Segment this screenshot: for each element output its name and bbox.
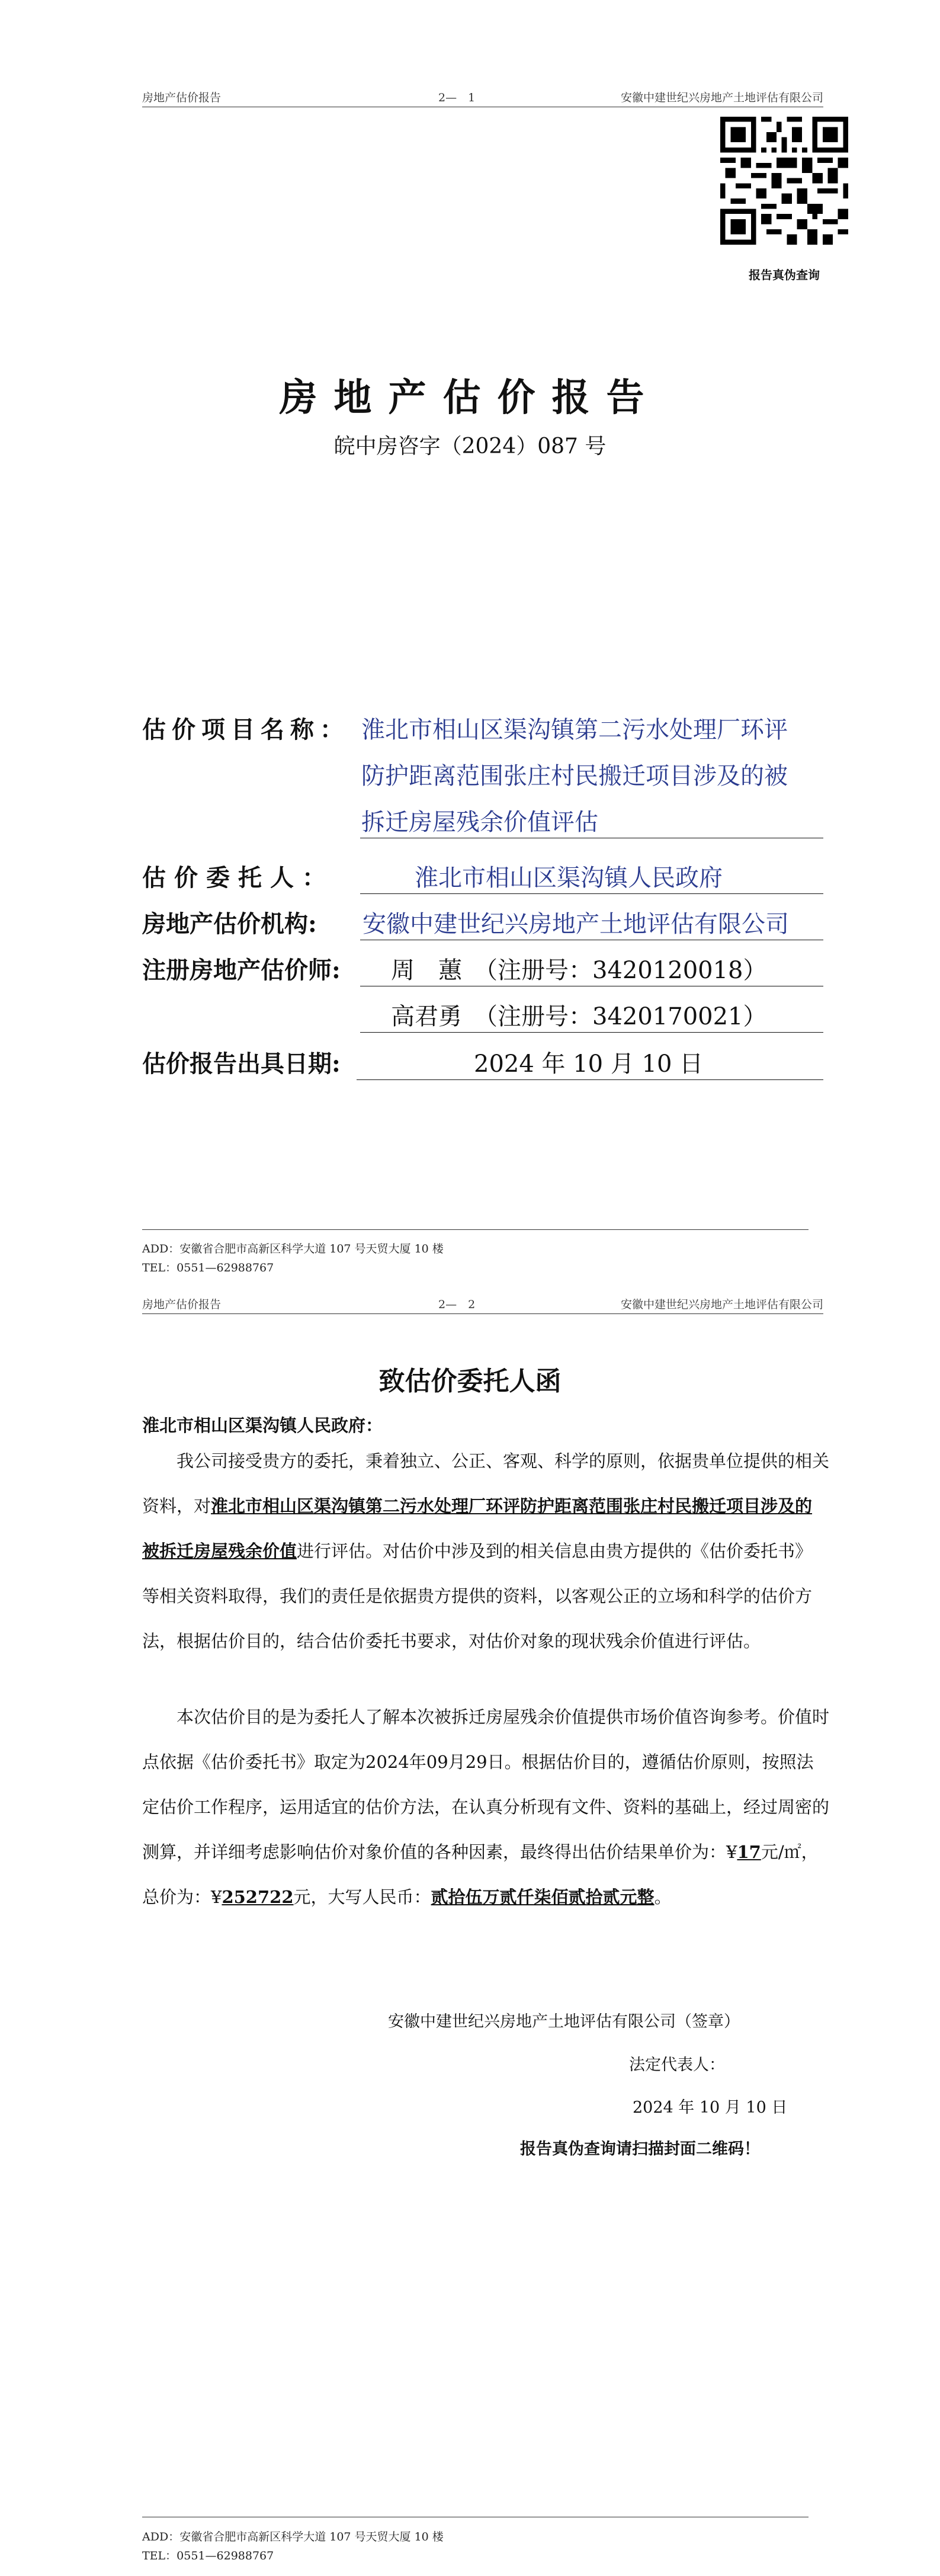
qr-code-icon[interactable] (720, 117, 848, 245)
footer-tel: TEL：0551—62988767 (142, 2549, 274, 2562)
appraiser-1: 周 蕙 （注册号：3420120018） (391, 957, 767, 984)
project-name-line-3: 拆迁房屋残余价值评估 (361, 809, 598, 836)
header-left: 房地产估价报告 (142, 1298, 222, 1311)
appraiser-label: 注册房地产估价师: (142, 956, 341, 984)
agency-label: 房地产估价机构: (142, 910, 317, 938)
project-name-line-2: 防护距离范围张庄村民搬迁项目涉及的被 (361, 762, 788, 790)
letter-paragraph-2 (142, 1694, 829, 1920)
appraiser-2-underline (360, 1032, 823, 1033)
footer-address: ADD：安徽省合肥市高新区科学大道 107 号天贸大厦 10 楼 (142, 2530, 444, 2543)
p2-words-label: 元，大写人民币： (293, 1887, 431, 1907)
p1-intro: 我公司接受贵方的委托，秉着独立、公正、客观、科学的原则，依据贵单位提供的相关资料，对 (142, 1451, 830, 1516)
header-left: 房地产估价报告 (142, 91, 222, 104)
letter-title: 致估价委托人函 (378, 1366, 562, 1396)
appraiser-2: 高君勇 （注册号：3420170021） (391, 1003, 767, 1030)
report-title: 房地产估价报告 (279, 376, 661, 420)
p1-rest: 进行评估。对估价中涉及到的相关信息由贵方提供的《估价委托书》等相关资料取得，我们的责任是依据贵方提供的资料，以客观公正的立场和科学的估价方法，根据估价目的，结合估价委托书要求，对估价对象的现状残余价值进行评估。 (142, 1541, 813, 1651)
qr-caption: 报告真伪查询 (749, 268, 820, 282)
header-page-number: 2— 1 (438, 91, 476, 104)
footer-rule (142, 1229, 809, 1230)
header-rule (142, 1313, 823, 1314)
letter-paragraph-1 (142, 1438, 829, 1664)
legal-representative: 法定代表人： (629, 2056, 725, 2074)
project-name-line-1: 淮北市相山区渠沟镇第二污水处理厂环评 (361, 716, 788, 744)
date-value: 2024 年 10 月 10 日 (474, 1050, 704, 1078)
footer (142, 2527, 444, 2565)
verification-note: 报告真伪查询请扫描封面二维码！ (520, 2140, 760, 2158)
document-number: 皖中房咨字（2024）087 号 (333, 434, 607, 459)
header-right: 安徽中建世纪兴房地产土地评估有限公司 (620, 91, 823, 104)
p1-project-name: 淮北市相山区渠沟镇第二污水处理厂环评防护距离范围张庄村民搬迁项目涉及的被拆迁房屋残余价值 (142, 1496, 813, 1561)
project-label: 估价项目名称： (142, 716, 349, 744)
total-price: 252722 (222, 1887, 294, 1907)
client-label: 估价委托人： (142, 864, 334, 892)
date-underline (357, 1079, 823, 1080)
header-right: 安徽中建世纪兴房地产土地评估有限公司 (620, 1298, 823, 1311)
client-value: 淮北市相山区渠沟镇人民政府 (415, 864, 723, 892)
header-page-number: 2— 2 (438, 1298, 476, 1311)
company-signature: 安徽中建世纪兴房地产土地评估有限公司（签章） (388, 2013, 740, 2031)
p2-mid: 元/㎡，总价为：¥ (142, 1842, 819, 1907)
agency-value: 安徽中建世纪兴房地产土地评估有限公司 (362, 911, 789, 938)
footer-tel: TEL：0551—62988767 (142, 1261, 274, 1274)
letter-addressee: 淮北市相山区渠沟镇人民政府： (142, 1415, 383, 1436)
p2-intro: 本次估价目的是为委托人了解本次被拆迁房屋残余价值提供市场价值咨询参考。价值时点依据《估价委托书》取定为2024年09月29日。根据估价目的，遵循估价原则，按照法定估价工作程序，运用适宜的估价方法，在认真分析现有文件、资料的基础上，经过周密的测算，并详细考虑影响估价对象价值的各种因素，最终得出估价结果单价为：¥ (142, 1707, 830, 1862)
client-underline (360, 893, 823, 894)
footer (142, 1239, 444, 1277)
p2-end: 。 (654, 1887, 672, 1907)
sign-date: 2024 年 10 月 10 日 (633, 2098, 788, 2117)
unit-price: 17 (737, 1842, 761, 1862)
total-price-words: 贰拾伍万贰仟柒佰贰拾贰元整 (431, 1887, 655, 1907)
date-label: 估价报告出具日期: (142, 1050, 341, 1078)
footer-address: ADD：安徽省合肥市高新区科学大道 107 号天贸大厦 10 楼 (142, 1242, 444, 1255)
